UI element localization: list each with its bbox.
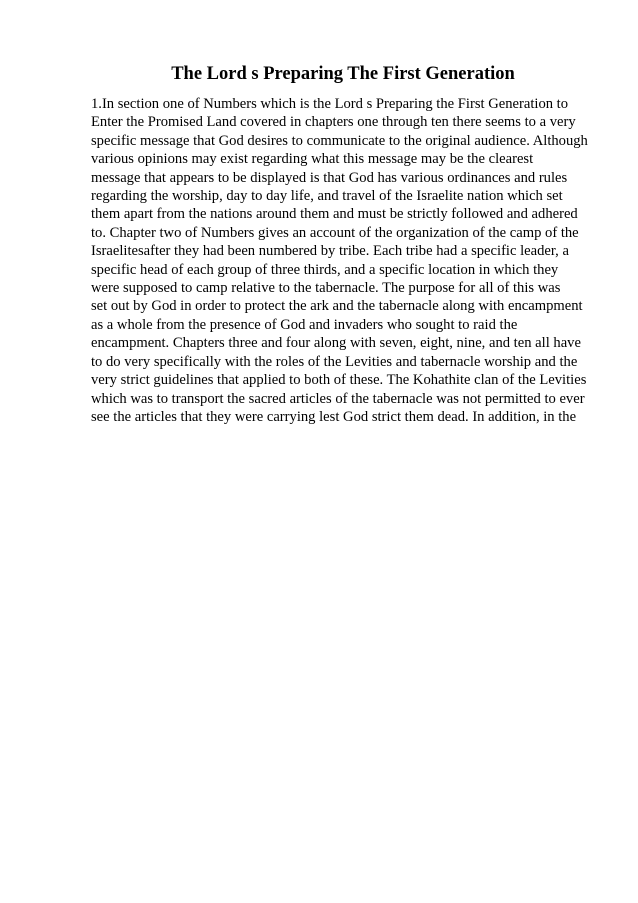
page-title: The Lord s Preparing The First Generation <box>171 64 515 84</box>
paragraph-line: to do very specifically with the roles of the Levities and tabernacle worship and the <box>91 353 578 370</box>
paragraph-line: to. Chapter two of Numbers gives an account of the organization of the camp of the <box>91 224 579 241</box>
paragraph-line: very strict guidelines that applied to both of these. The Kohathite clan of the Levities <box>91 372 587 389</box>
paragraph-line: them apart from the nations around them and must be strictly followed and adhered <box>91 206 578 223</box>
paragraph-line: regarding the worship, day to day life, and travel of the Israelite nation which set <box>91 188 563 205</box>
paragraph-line: Israelitesafter they had been numbered by tribe. Each tribe had a specific leader, a <box>91 243 569 260</box>
paragraph-line: specific message that God desires to communicate to the original audience. Although <box>91 132 588 149</box>
paragraph-line: were supposed to camp relative to the tabernacle. The purpose for all of this was <box>91 280 561 297</box>
paragraph-line: message that appears to be displayed is that God has various ordinances and rules <box>91 169 568 186</box>
paragraph-line: various opinions may exist regarding what this message may be the clearest <box>91 151 534 168</box>
paragraph-line: see the articles that they were carrying lest God strict them dead. In addition, in the <box>91 408 577 425</box>
paragraph-line: Enter the Promised Land covered in chapters one through ten there seems to a very <box>91 114 576 131</box>
paragraph-line: specific head of each group of three thirds, and a specific location in which they <box>91 261 559 278</box>
paragraph-line: which was to transport the sacred articles of the tabernacle was not permitted to ever <box>91 390 585 407</box>
paragraph-line: as a whole from the presence of God and invaders who sought to raid the <box>91 316 518 333</box>
paragraph-line: 1.In section one of Numbers which is the Lord s Preparing the First Generation to <box>91 96 569 112</box>
paragraph-line: encampment. Chapters three and four along with seven, eight, nine, and ten all have <box>91 335 581 352</box>
paragraph-line: set out by God in order to protect the ark and the tabernacle along with encampment <box>91 298 583 315</box>
body-paragraph <box>91 95 611 426</box>
